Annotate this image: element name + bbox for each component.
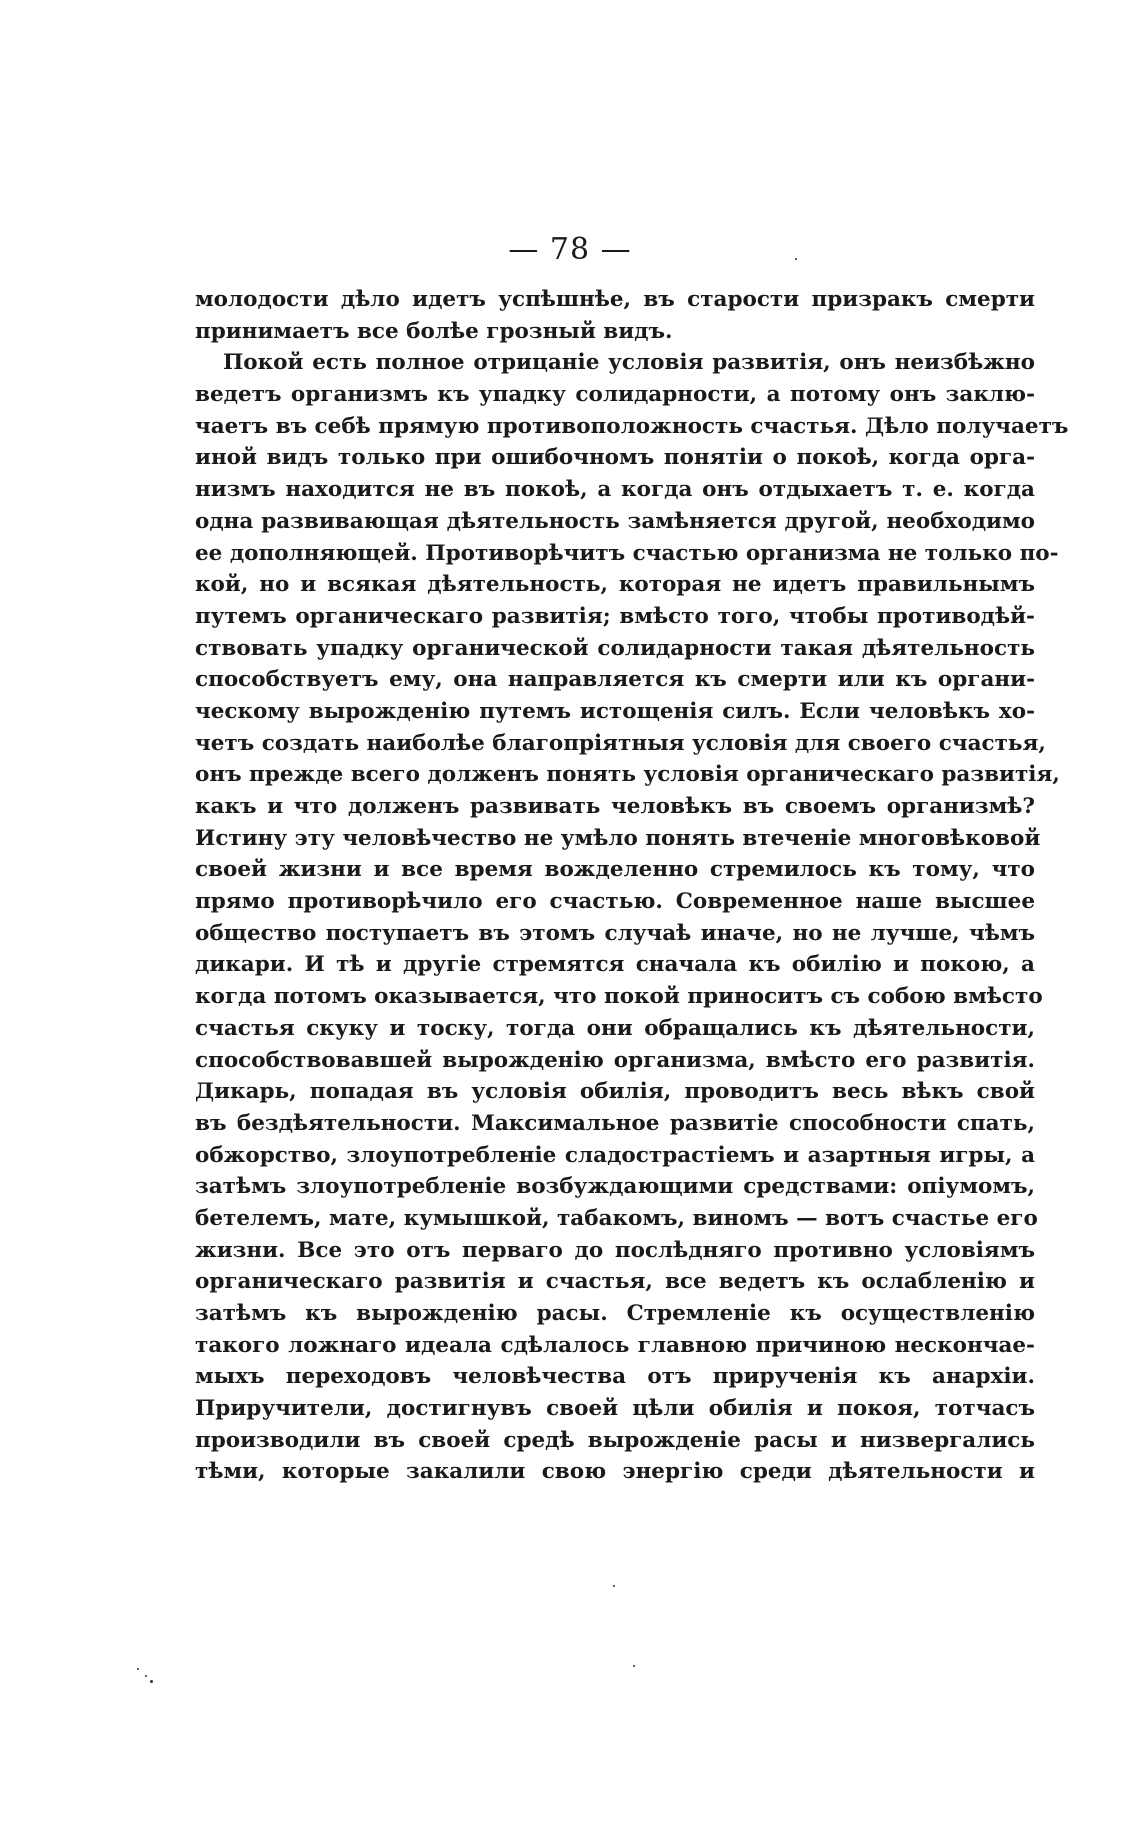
text-line: принимаетъ все болѣе грозный видъ. xyxy=(195,318,673,344)
text-line: производили въ своей средѣ вырожденіе расы и низвергались xyxy=(195,1427,1035,1453)
text-line: счастья скуку и тоску, тогда они обращались къ дѣятельности, xyxy=(195,1015,1035,1041)
text-line: ствовать упадку органической солидарности такая дѣятельность xyxy=(195,635,1035,661)
text-line: ведетъ организмъ къ упадку солидарности, а потому онъ заклю- xyxy=(195,382,1035,408)
text-line: дикари. И тѣ и другіе стремятся сначала къ обилію и покою, а xyxy=(195,952,1035,978)
text-line: Покой есть полное отрицаніе условія развитія, онъ неизбѣжно xyxy=(223,350,1035,376)
text-line: затѣмъ злоупотребленіе возбуждающими средствами: опіумомъ, xyxy=(195,1174,1035,1200)
text-line: низмъ находится не въ покоѣ, а когда онъ отдыхаетъ т. е. когда xyxy=(195,477,1035,503)
text-line: мыхъ переходовъ человѣчества отъ прирученія къ анархіи. xyxy=(195,1364,1035,1390)
text-line: Истину эту человѣчество не умѣло понять втеченіе многовѣковой xyxy=(195,825,1041,851)
text-line: обжорство, злоупотребленіе сладострастіемъ и азартныя игры, а xyxy=(195,1142,1035,1168)
text-line: чаетъ въ себѣ прямую противоположность счастья. Дѣло получаетъ xyxy=(195,413,1069,439)
text-line: общество поступаетъ въ этомъ случаѣ иначе, но не лучше, чѣмъ xyxy=(195,920,1035,946)
scan-speck xyxy=(137,1668,139,1670)
text-line: путемъ органическаго развитія; вмѣсто того, чтобы противодѣй- xyxy=(195,603,1035,629)
page-number: — 78 — xyxy=(508,232,632,267)
text-line: иной видъ только при ошибочномъ понятіи о покоѣ, когда орга- xyxy=(195,445,1035,471)
scan-speck xyxy=(150,1680,153,1683)
text-line: кой, но и всякая дѣятельность, которая не идетъ правильнымъ xyxy=(195,572,1035,598)
text-line: способствуетъ ему, она направляется къ смерти или къ органи- xyxy=(195,667,1035,693)
text-line: онъ прежде всего долженъ понять условія органическаго развитія, xyxy=(195,762,1060,788)
scan-speck xyxy=(633,1665,635,1667)
text-line: бетелемъ, мате, кумышкой, табакомъ, виномъ — вотъ счастье его xyxy=(195,1205,1038,1231)
text-line: Приручители, достигнувъ своей цѣли обилія и покоя, тотчасъ xyxy=(195,1396,1035,1422)
text-line: органическаго развитія и счастья, все ведетъ къ ослабленію и xyxy=(195,1269,1035,1295)
text-line: четъ создать наиболѣе благопріятныя условія для своего счастья, xyxy=(195,730,1046,756)
text-line: своей жизни и все время вожделенно стремилось къ тому, что xyxy=(195,857,1035,883)
text-line: въ бездѣятельности. Максимальное развитіе способности спать, xyxy=(195,1110,1035,1136)
text-line: тѣми, которые закалили свою энергію среди дѣятельности и xyxy=(195,1459,1035,1485)
text-line: жизни. Все это отъ перваго до послѣдняго противно условіямъ xyxy=(195,1237,1035,1263)
text-line: такого ложнаго идеала сдѣлалось главною причиною нескончае- xyxy=(195,1332,1035,1358)
text-line: ческому вырожденію путемъ истощенія силъ. Если человѣкъ хо- xyxy=(195,698,1035,724)
body-text xyxy=(195,284,1069,1488)
text-line: одна развивающая дѣятельность замѣняется другой, необходимо xyxy=(195,508,1035,534)
text-line: способствовавшей вырожденію организма, вмѣсто его развитія. xyxy=(195,1047,1035,1073)
scan-speck xyxy=(795,258,797,260)
text-line: молодости дѣло идетъ успѣшнѣе, въ старости призракъ смерти xyxy=(195,287,1035,312)
scan-speck xyxy=(613,1585,615,1587)
text-line: когда потомъ оказывается, что покой приноситъ съ собою вмѣсто xyxy=(195,984,1043,1010)
text-line: затѣмъ къ вырожденію расы. Стремленіе къ осуществленію xyxy=(195,1301,1035,1326)
text-line: прямо противорѣчило его счастью. Современное наше высшее xyxy=(195,889,1035,915)
scan-speck xyxy=(145,1675,147,1677)
text-line: Дикарь, попадая въ условія обилія, проводитъ весь вѣкъ свой xyxy=(195,1079,1035,1105)
text-line: ее дополняющей. Противорѣчитъ счастью организма не только по- xyxy=(195,540,1059,566)
text-line: какъ и что долженъ развивать человѣкъ въ своемъ организмѣ? xyxy=(195,794,1035,819)
